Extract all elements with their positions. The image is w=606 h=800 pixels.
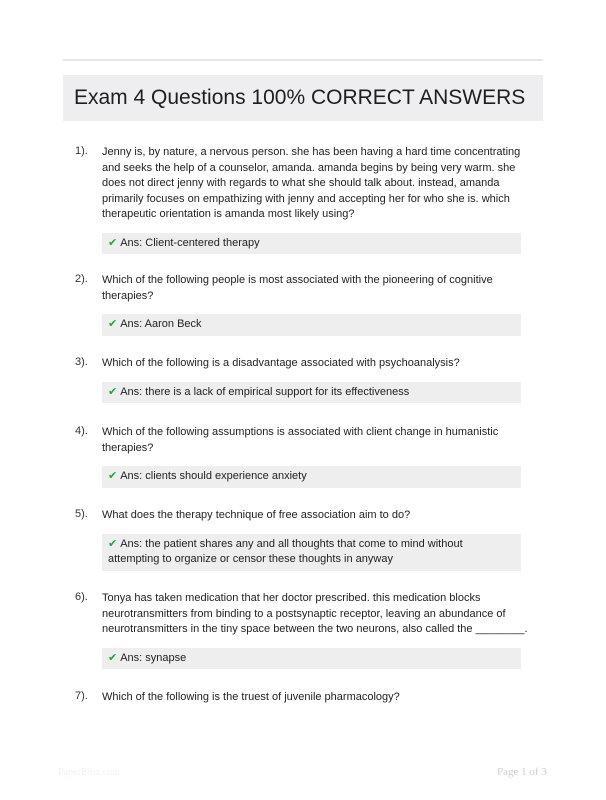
- question-item: [75, 356, 535, 403]
- question-text: Which of the following is the truest of juvenile pharmacology?: [102, 691, 400, 703]
- answer-box: [102, 534, 521, 571]
- question-item: [75, 425, 535, 488]
- check-icon: ✔: [108, 385, 118, 398]
- top-divider: [63, 59, 543, 61]
- question-number: 4).: [75, 425, 88, 437]
- answer-text: Ans: clients should experience anxiety: [120, 470, 307, 482]
- question-text: Which of the following assumptions is associated with client change in humanistic therapies?: [102, 426, 499, 454]
- footer-watermark: PaperBlitz.com: [58, 767, 120, 778]
- answer-box: [102, 314, 521, 336]
- answer-text: Ans: Aaron Beck: [120, 318, 202, 330]
- document-title: Exam 4 Questions 100% CORRECT ANSWERS: [74, 86, 526, 109]
- question-item: [75, 273, 535, 336]
- answer-text: Ans: Client-centered therapy: [120, 236, 260, 249]
- check-icon: ✔: [108, 651, 118, 664]
- check-icon: ✔: [108, 318, 118, 330]
- question-item: [75, 508, 535, 571]
- check-icon: ✔: [108, 537, 118, 550]
- answer-box: [102, 466, 521, 488]
- check-icon: ✔: [108, 236, 118, 249]
- question-item: [75, 145, 535, 254]
- question-number: 2).: [75, 273, 88, 285]
- title-banner: [63, 75, 543, 121]
- answer-text: Ans: synapse: [120, 651, 187, 664]
- answer-box: [102, 233, 521, 255]
- page-indicator: Page 1 of 3: [497, 766, 547, 778]
- answer-box: [102, 382, 521, 404]
- question-number: 7).: [75, 690, 88, 702]
- question-text: Which of the following is a disadvantage associated with psychoanalysis?: [102, 357, 460, 369]
- question-number: 3).: [75, 356, 88, 368]
- question-item: [75, 591, 535, 669]
- answer-text: Ans: there is a lack of empirical support for its effectiveness: [120, 385, 410, 398]
- question-item: [75, 690, 535, 706]
- question-text: What does the therapy technique of free association aim to do?: [102, 509, 411, 521]
- question-number: 1).: [75, 145, 88, 157]
- question-text: Which of the following people is most associated with the pioneering of cognitive therapies?: [102, 274, 493, 302]
- answer-text: Ans: the patient shares any and all thoughts that come to mind without attempting to organize or censor these thoughts in anyway: [108, 537, 463, 565]
- question-number: 5).: [75, 508, 88, 520]
- check-icon: ✔: [108, 470, 118, 482]
- answer-box: [102, 648, 521, 670]
- question-text: Tonya has taken medication that her doctor prescribed. this medication blocks neurotransmitters from binding to a postsynaptic receptor, leaving an abundance of neurotransmitters in the tiny space between the two neurons, also called the ________.: [102, 592, 528, 635]
- question-text: Jenny is, by nature, a nervous person. she has been having a hard time concentrating and seeks the help of a counselor, amanda. amanda begins by being very warm. she does not direct jenny with regards to what she should talk about. instead, amanda primarily focuses on empathizing with jenny and accepting her for who she is. which therapeutic orientation is amanda most likely using?: [102, 146, 521, 220]
- question-number: 6).: [75, 591, 88, 603]
